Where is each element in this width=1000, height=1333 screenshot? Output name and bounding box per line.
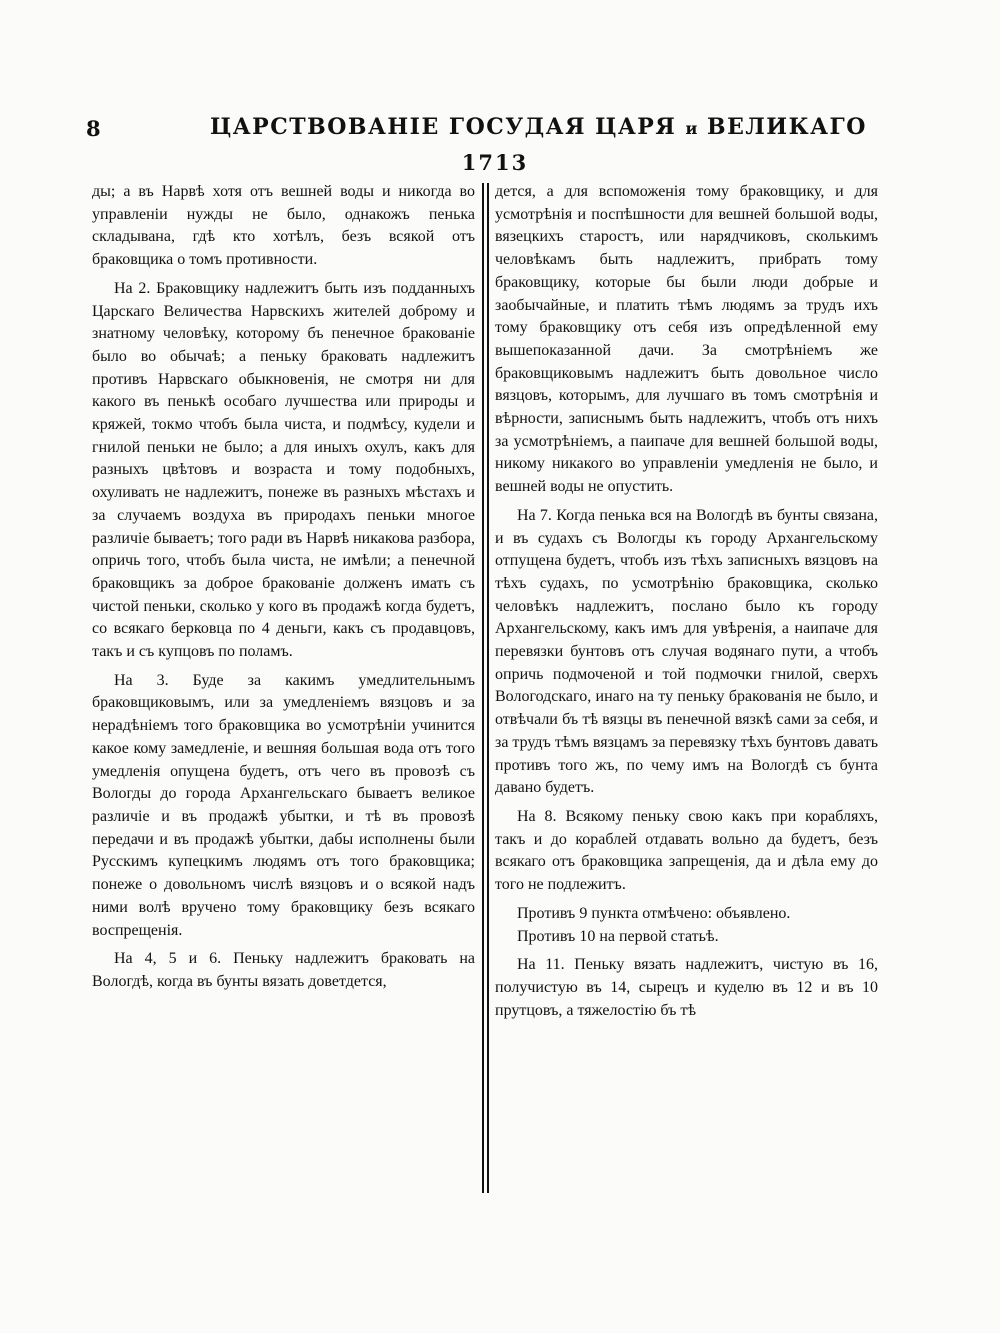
paragraph: ды; а въ Нарвѣ хотя отъ вешней воды и никогда во управленіи нужды не было, однакожъ пенька складывана, гдѣ кто хотѣлъ, безъ всякой отъ браковщика о томъ противности. [92,183,475,269]
page-number: 8 [86,116,101,141]
column-divider-rule [482,183,484,1193]
paragraph: дется, а для вспоможенія тому браковщику, и для усмотрѣнія и поспѣшности для вешней большой воды, вязецкихъ старостъ, или нарядчиковъ, сколькимъ человѣкамъ быть надлежитъ, прибрать тому браковщику, которые бы были люди добрые и заобычайные, и платить тѣмъ людямъ за трудъ ихъ тому браковщику отъ себя изъ опредѣленной ему вышепоказанной дачи. За смотрѣніемъ же браковщиковымъ надлежитъ быть довольное число вязцовъ, которымъ, для лучшаго въ томъ смотрѣнія и вѣрности, записнымъ быть надлежитъ, чтобъ отъ нихъ за усмотрѣніемъ, а паипаче для вешней большой воды, никому никакого во управленіи умедленія не было, и вешней воды не опустить. [495,183,878,496]
running-title-part2: ВЕЛИКАГО [706,114,867,140]
year-heading: 1713 [461,150,529,175]
paragraph: На 3. Буде за какимъ умедлительнымъ браковщиковымъ, или за умедленіемъ вязцовъ и за нерадѣніемъ того браковщика во усмотрѣніи учинится какое кому замедленіе, и вешняя большая вода отъ того умедленія опущена будетъ, отъ чего въ провозѣ съ Вологды до города Архангельскаго бываетъ великое различіе и въ продажѣ убытки, и тѣ въ провозѣ передачи и въ продажѣ убытки, дабы исполнены были Русскимъ купецкимъ людямъ отъ того браковщика; понеже о довольномъ числѣ вязцовъ и о всякой надъ ними волѣ вручено тому браковщику безъ всякаго воспрещенія. [92,671,475,939]
left-column [92,181,475,994]
paragraph: На 7. Когда пенька вся на Вологдѣ въ бунты связана, и въ судахъ съ Вологды къ городу Архангельскому отпущена будетъ, чтобъ изъ тѣхъ записныхъ вязцовъ на тѣхъ судахъ, по усмотрѣнію браковщика, сколько человѣкъ надлежитъ, послано было къ городу Архангельскому, какъ имъ для увѣренія, а наипаче для перевязки бунтовъ отъ случая водянаго пути, а чтобъ опричь подмоченой и той подмочки гнилой, сверхъ Вологодскаго, инаго на ту пеньку бракованія не было, и отвѣчали бъ тѣ вязцы въ пенечной вязкѣ сами за себя, и за трудъ тѣмъ вязцамъ за перевязку тѣхъ бунтовъ давать противъ того жъ, по чему имъ на Вологдѣ съ бунта давано будетъ. [495,506,878,797]
paragraph: На 8. Всякому пеньку свою какъ при корабляхъ, такъ и до кораблей отдавать вольно да будетъ, безъ всякаго отъ браковщика запрещенія, да и дѣла ему до того не подлежитъ. [495,807,878,894]
column-divider-rule [487,183,489,1193]
right-column [495,181,878,1022]
running-title-conjunction: и [685,119,698,138]
paragraph: Противъ 10 на первой статьѣ. [517,927,719,945]
paragraph: На 4, 5 и 6. Пеньку надлежитъ браковать на Вологдѣ, когда въ бунты вязать доветдется, [92,950,475,990]
running-title-part1: ЦАРСТВОВАНІЕ ГОСУДАЯ ЦАРЯ [210,114,677,140]
paragraph: На 11. Пеньку вязать надлежитъ, чистую въ 16, получистую въ 14, сырецъ и куделю въ 12 и въ 10 прутцовъ, а тяжелостію бъ тѣ [495,956,878,1019]
paragraph: Противъ 9 пункта отмѣчено: объявлено. [517,904,791,922]
running-title [210,114,867,140]
paragraph: На 2. Браковщику надлежитъ быть изъ подданныхъ Царскаго Величества Нарвскихъ жителей доброму и знатному человѣку, которому бъ пенечное бракованіе было во обычаѣ; а пеньку браковать надлежитъ противъ Нарвскаго обыкновенія, не смотря ни для какого въ пенькѣ особаго лучшества или природы и кряжей, токмо чтобъ была чиста, и подмѣсу, кудели и гнилой пеньки не было; а для иныхъ охулъ, какъ для разныхъ цвѣтовъ и возраста и тому подобныхъ, охуливать не надлежитъ, понеже въ разныхъ мѣстахъ и за случаемъ воздуха въ природахъ пеньки многое различіе бываетъ; того ради въ Нарвѣ никакова разбора, опричь того, чтобъ была чиста, не имѣли; а пенечной браковщикъ за доброе бракованіе долженъ имать съ чистой пеньки, сколько у кого въ продажѣ когда будетъ, со всякаго берковца по 4 деньги, какъ съ продавцовъ, такъ и съ купцовъ по поламъ. [92,279,475,661]
